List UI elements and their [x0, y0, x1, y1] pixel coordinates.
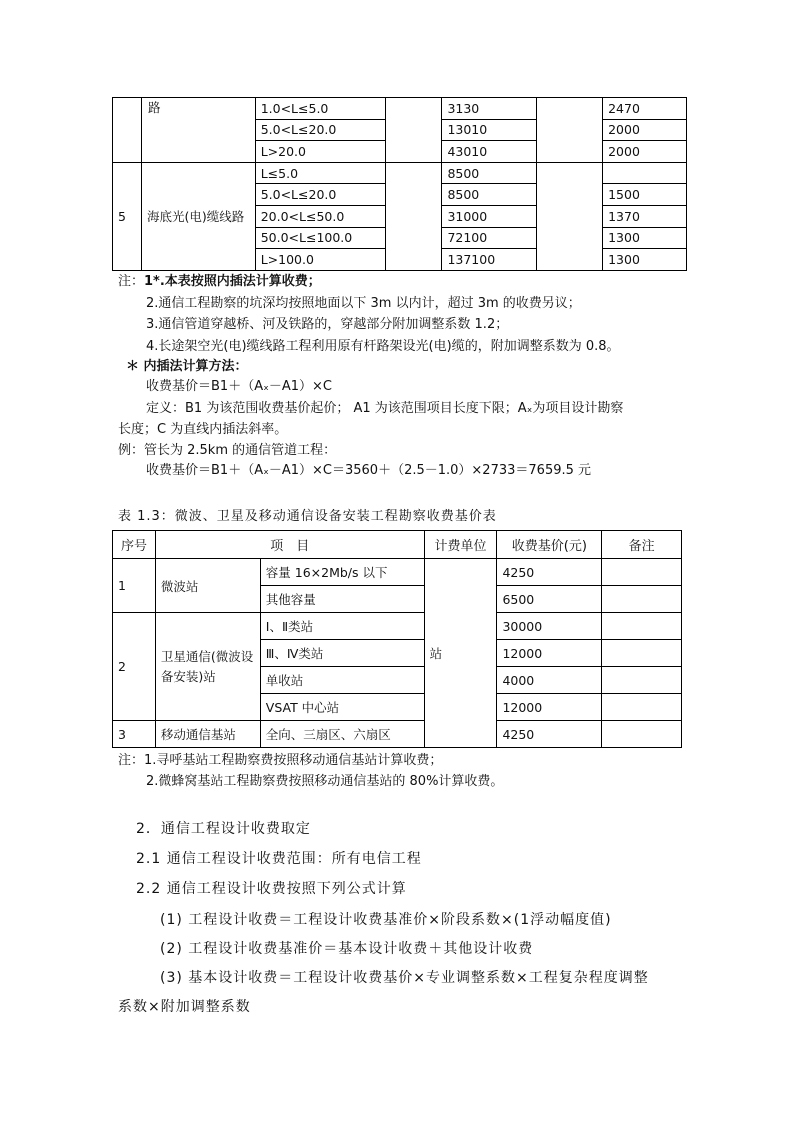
length-range: 5.0<L≤20.0 [255, 184, 385, 206]
interpolation-title: ＊ 内插法计算方法： [126, 359, 248, 374]
item-label: 全向、三扇区、六扇区 [260, 721, 424, 748]
table2-note-2: 2.微蜂窝基站工程勘察费按照移动通信基站的 80%计算收费。 [146, 774, 504, 789]
formula-1: (1) 工程设计收费＝工程设计收费基准价×阶段系数×(1浮动幅度值) [160, 912, 612, 928]
price: 4000 [497, 667, 602, 694]
survey-fee-table-continued [112, 97, 687, 271]
increment-price: 1500 [603, 184, 687, 206]
header-item: 项 目 [155, 531, 424, 559]
example-calculation: 收费基价＝B1＋（Aₓ－A1）×C＝3560＋（2.5－1.0）×2733＝7659.5 元 [146, 463, 592, 478]
remark [602, 667, 682, 694]
length-range: L>20.0 [255, 141, 385, 163]
base-price: 72100 [442, 227, 537, 249]
length-range: 1.0<L≤5.0 [255, 98, 385, 120]
base-price: 13010 [442, 119, 537, 141]
blank-cell [537, 162, 603, 270]
item-label: Ⅲ、Ⅳ类站 [260, 640, 424, 667]
base-price: 43010 [442, 141, 537, 163]
formula-3: (3) 基本设计收费＝工程设计收费基价×专业调整系数×工程复杂程度调整 [160, 970, 649, 986]
price: 12000 [497, 694, 602, 721]
row-number: 3 [113, 721, 156, 748]
example-title: 例：管长为 2.5km 的通信管道工程： [118, 443, 337, 458]
section-title: 2．通信工程设计收费取定 [136, 821, 311, 837]
group-name: 微波站 [155, 559, 260, 613]
table-row [113, 98, 687, 120]
unit-cell [385, 98, 442, 163]
remark [602, 586, 682, 613]
equipment-survey-fee-table [112, 530, 682, 748]
note-3: 3.通信管道穿越桥、河及铁路的，穿越部分附加调整系数 1.2； [146, 317, 509, 332]
table-row [113, 613, 682, 640]
table-row [113, 162, 687, 184]
table-caption: 表 1.3：微波、卫星及移动通信设备安装工程勘察收费基价表 [118, 509, 497, 524]
formula-3-cont: 系数×附加调整系数 [118, 999, 251, 1015]
row-number: 2 [113, 613, 156, 721]
item-label: 单收站 [260, 667, 424, 694]
formula-2: (2) 工程设计收费基准价＝基本设计收费＋其他设计收费 [160, 941, 534, 957]
price: 6500 [497, 586, 602, 613]
header-remark: 备注 [602, 531, 682, 559]
price: 4250 [497, 559, 602, 586]
row-number [113, 98, 142, 163]
base-price: 137100 [442, 249, 537, 271]
length-range: 5.0<L≤20.0 [255, 119, 385, 141]
item-name: 海底光(电)缆线路 [141, 162, 255, 270]
table-row [113, 559, 682, 586]
unit-cell: 站 [424, 559, 497, 748]
section-2-2: 2.2 通信工程设计收费按照下列公式计算 [136, 881, 407, 897]
remark [602, 694, 682, 721]
item-name: 路 [141, 98, 255, 163]
row-number: 1 [113, 559, 156, 613]
increment-price: 1300 [603, 249, 687, 271]
price: 4250 [497, 721, 602, 748]
note-label: 注： [118, 274, 145, 289]
increment-price [603, 162, 687, 184]
base-price: 8500 [442, 184, 537, 206]
note-1-text: 1*.本表按照内插法计算收费； [144, 274, 321, 289]
increment-price: 2000 [603, 141, 687, 163]
row-number: 5 [113, 162, 142, 270]
table2-note-1: 注：1.寻呼基站工程勘察费按照移动通信基站计算收费； [118, 753, 443, 768]
length-range: L>100.0 [255, 249, 385, 271]
definition-line-2: 长度；C 为直线内插法斜率。 [118, 422, 288, 437]
item-label: 容量 16×2Mb/s 以下 [260, 559, 424, 586]
interpolation-formula: 收费基价＝B1＋（Aₓ－A1）×C [146, 379, 332, 394]
note-4: 4.长途架空光(电)缆线路工程利用原有杆路架设光(电)缆的，附加调整系数为 0.8。 [146, 339, 620, 354]
increment-price: 2470 [603, 98, 687, 120]
length-range: 20.0<L≤50.0 [255, 205, 385, 227]
remark [602, 613, 682, 640]
base-price: 31000 [442, 205, 537, 227]
header-price: 收费基价(元) [497, 531, 602, 559]
note-1 [118, 270, 321, 289]
blank-cell [537, 98, 603, 163]
increment-price: 2000 [603, 119, 687, 141]
price: 30000 [497, 613, 602, 640]
base-price: 3130 [442, 98, 537, 120]
group-name: 移动通信基站 [155, 721, 260, 748]
item-label: Ⅰ、Ⅱ类站 [260, 613, 424, 640]
group-name: 卫星通信(微波设备安装)站 [155, 613, 260, 721]
remark [602, 559, 682, 586]
length-range: L≤5.0 [255, 162, 385, 184]
item-label: VSAT 中心站 [260, 694, 424, 721]
header-unit: 计费单位 [424, 531, 497, 559]
section-2-1: 2.1 通信工程设计收费范围：所有电信工程 [136, 851, 422, 867]
table-header-row [113, 531, 682, 559]
remark [602, 640, 682, 667]
note-2: 2.通信工程勘察的坑深均按照地面以下 3m 以内计，超过 3m 的收费另议； [146, 296, 581, 311]
price: 12000 [497, 640, 602, 667]
base-price: 8500 [442, 162, 537, 184]
table-row [113, 721, 682, 748]
definition-line-1: 定义：B1 为该范围收费基价起价； A1 为该范围项目长度下限；Aₓ为项目设计勘察 [146, 401, 624, 416]
unit-cell [385, 162, 442, 270]
item-label: 其他容量 [260, 586, 424, 613]
increment-price: 1370 [603, 205, 687, 227]
increment-price: 1300 [603, 227, 687, 249]
length-range: 50.0<L≤100.0 [255, 227, 385, 249]
header-no: 序号 [113, 531, 156, 559]
remark [602, 721, 682, 748]
